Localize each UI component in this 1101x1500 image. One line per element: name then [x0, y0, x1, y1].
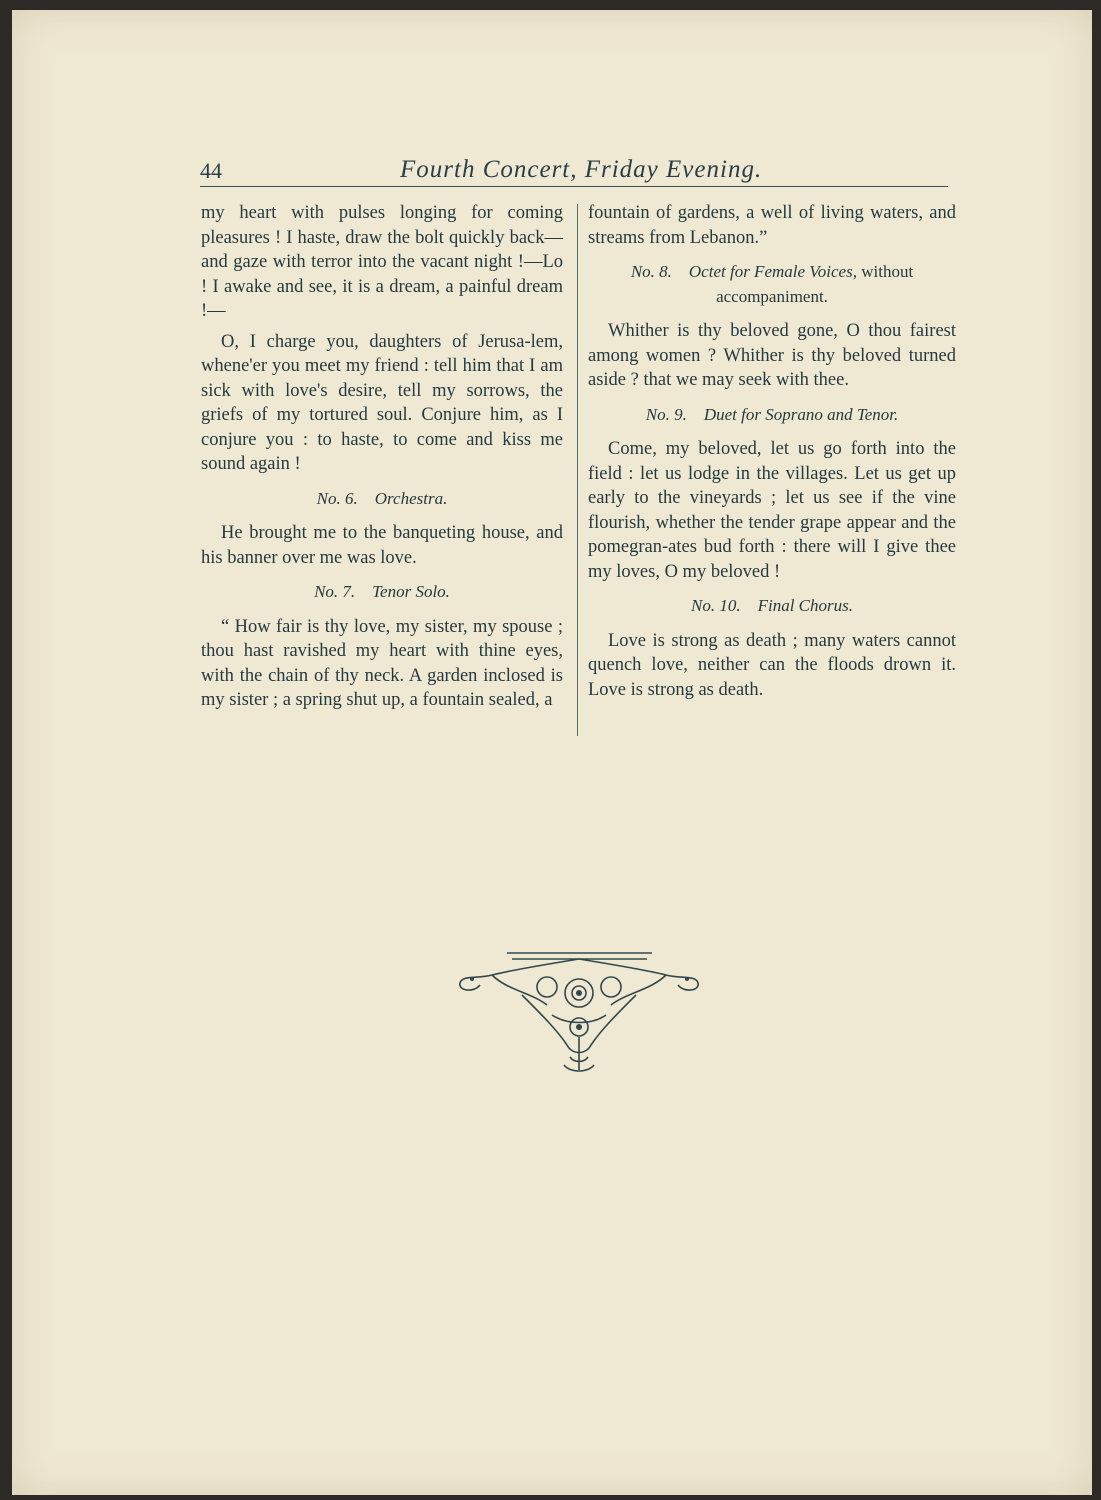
paragraph: my heart with pulses longing for coming pleasures ! I haste, draw the bolt quickly back—and gaze with terror into the vacant night !—Lo ! I awake and see, it is a dream, a painful dream !—: [201, 203, 563, 321]
paragraph: Come, my beloved, let us go forth into the field : let us lodge in the villages. Let us get up early to the vineyards ; let us see if the vine flourish, whether the tender grape appear and the pomegran-ates bud forth : there will I give thee my loves, O my beloved !: [588, 439, 956, 582]
right-column: [588, 201, 956, 708]
paragraph: “ How fair is thy love, my sister, my spouse ; thou hast ravished my heart with thine eyes, with the chain of thy neck. A garden inclosed is my sister ; a spring shut up, a fountain sealed, a: [201, 616, 563, 710]
floral-tailpiece-ornament-icon: [452, 945, 707, 1075]
page-number: 44: [200, 158, 222, 183]
header-rule: [200, 186, 948, 187]
section-heading: No. 9. Duet for Soprano and Tenor.: [645, 404, 899, 424]
page-header: [200, 150, 960, 190]
section-heading: No. 6. Orchestra.: [316, 488, 448, 508]
paragraph: O, I charge you, daughters of Jerusa-lem, whene'er you meet my friend : tell him that I am sick with love's desire, tell my sorrows, the griefs of my tortured soul. Conjure him, as I conjure you : to haste, to come and kiss me sound again !: [201, 331, 563, 474]
section-heading: No. 10. Final Chorus.: [691, 596, 853, 615]
section-heading: No. 7. Tenor Solo.: [314, 582, 450, 601]
paragraph: fountain of gardens, a well of living waters, and streams from Lebanon.”: [588, 203, 956, 248]
paragraph: Whither is thy beloved gone, O thou fairest among women ? Whither is thy beloved turned aside ? that we may seek with thee.: [588, 321, 956, 390]
running-title: Fourth Concert, Friday Evening.: [400, 156, 763, 183]
column-divider: [577, 204, 578, 736]
heading-plain: without accompaniment.: [716, 262, 918, 306]
paragraph: Love is strong as death ; many waters cannot quench love, neither can the floods drown it. Love is strong as death.: [588, 630, 956, 700]
section-heading: [588, 260, 956, 309]
left-column: [201, 201, 563, 719]
heading-italic: No. 8. Octet for Female Voices,: [630, 262, 857, 281]
paragraph: He brought me to the banqueting house, and his banner over me was love.: [201, 523, 563, 568]
